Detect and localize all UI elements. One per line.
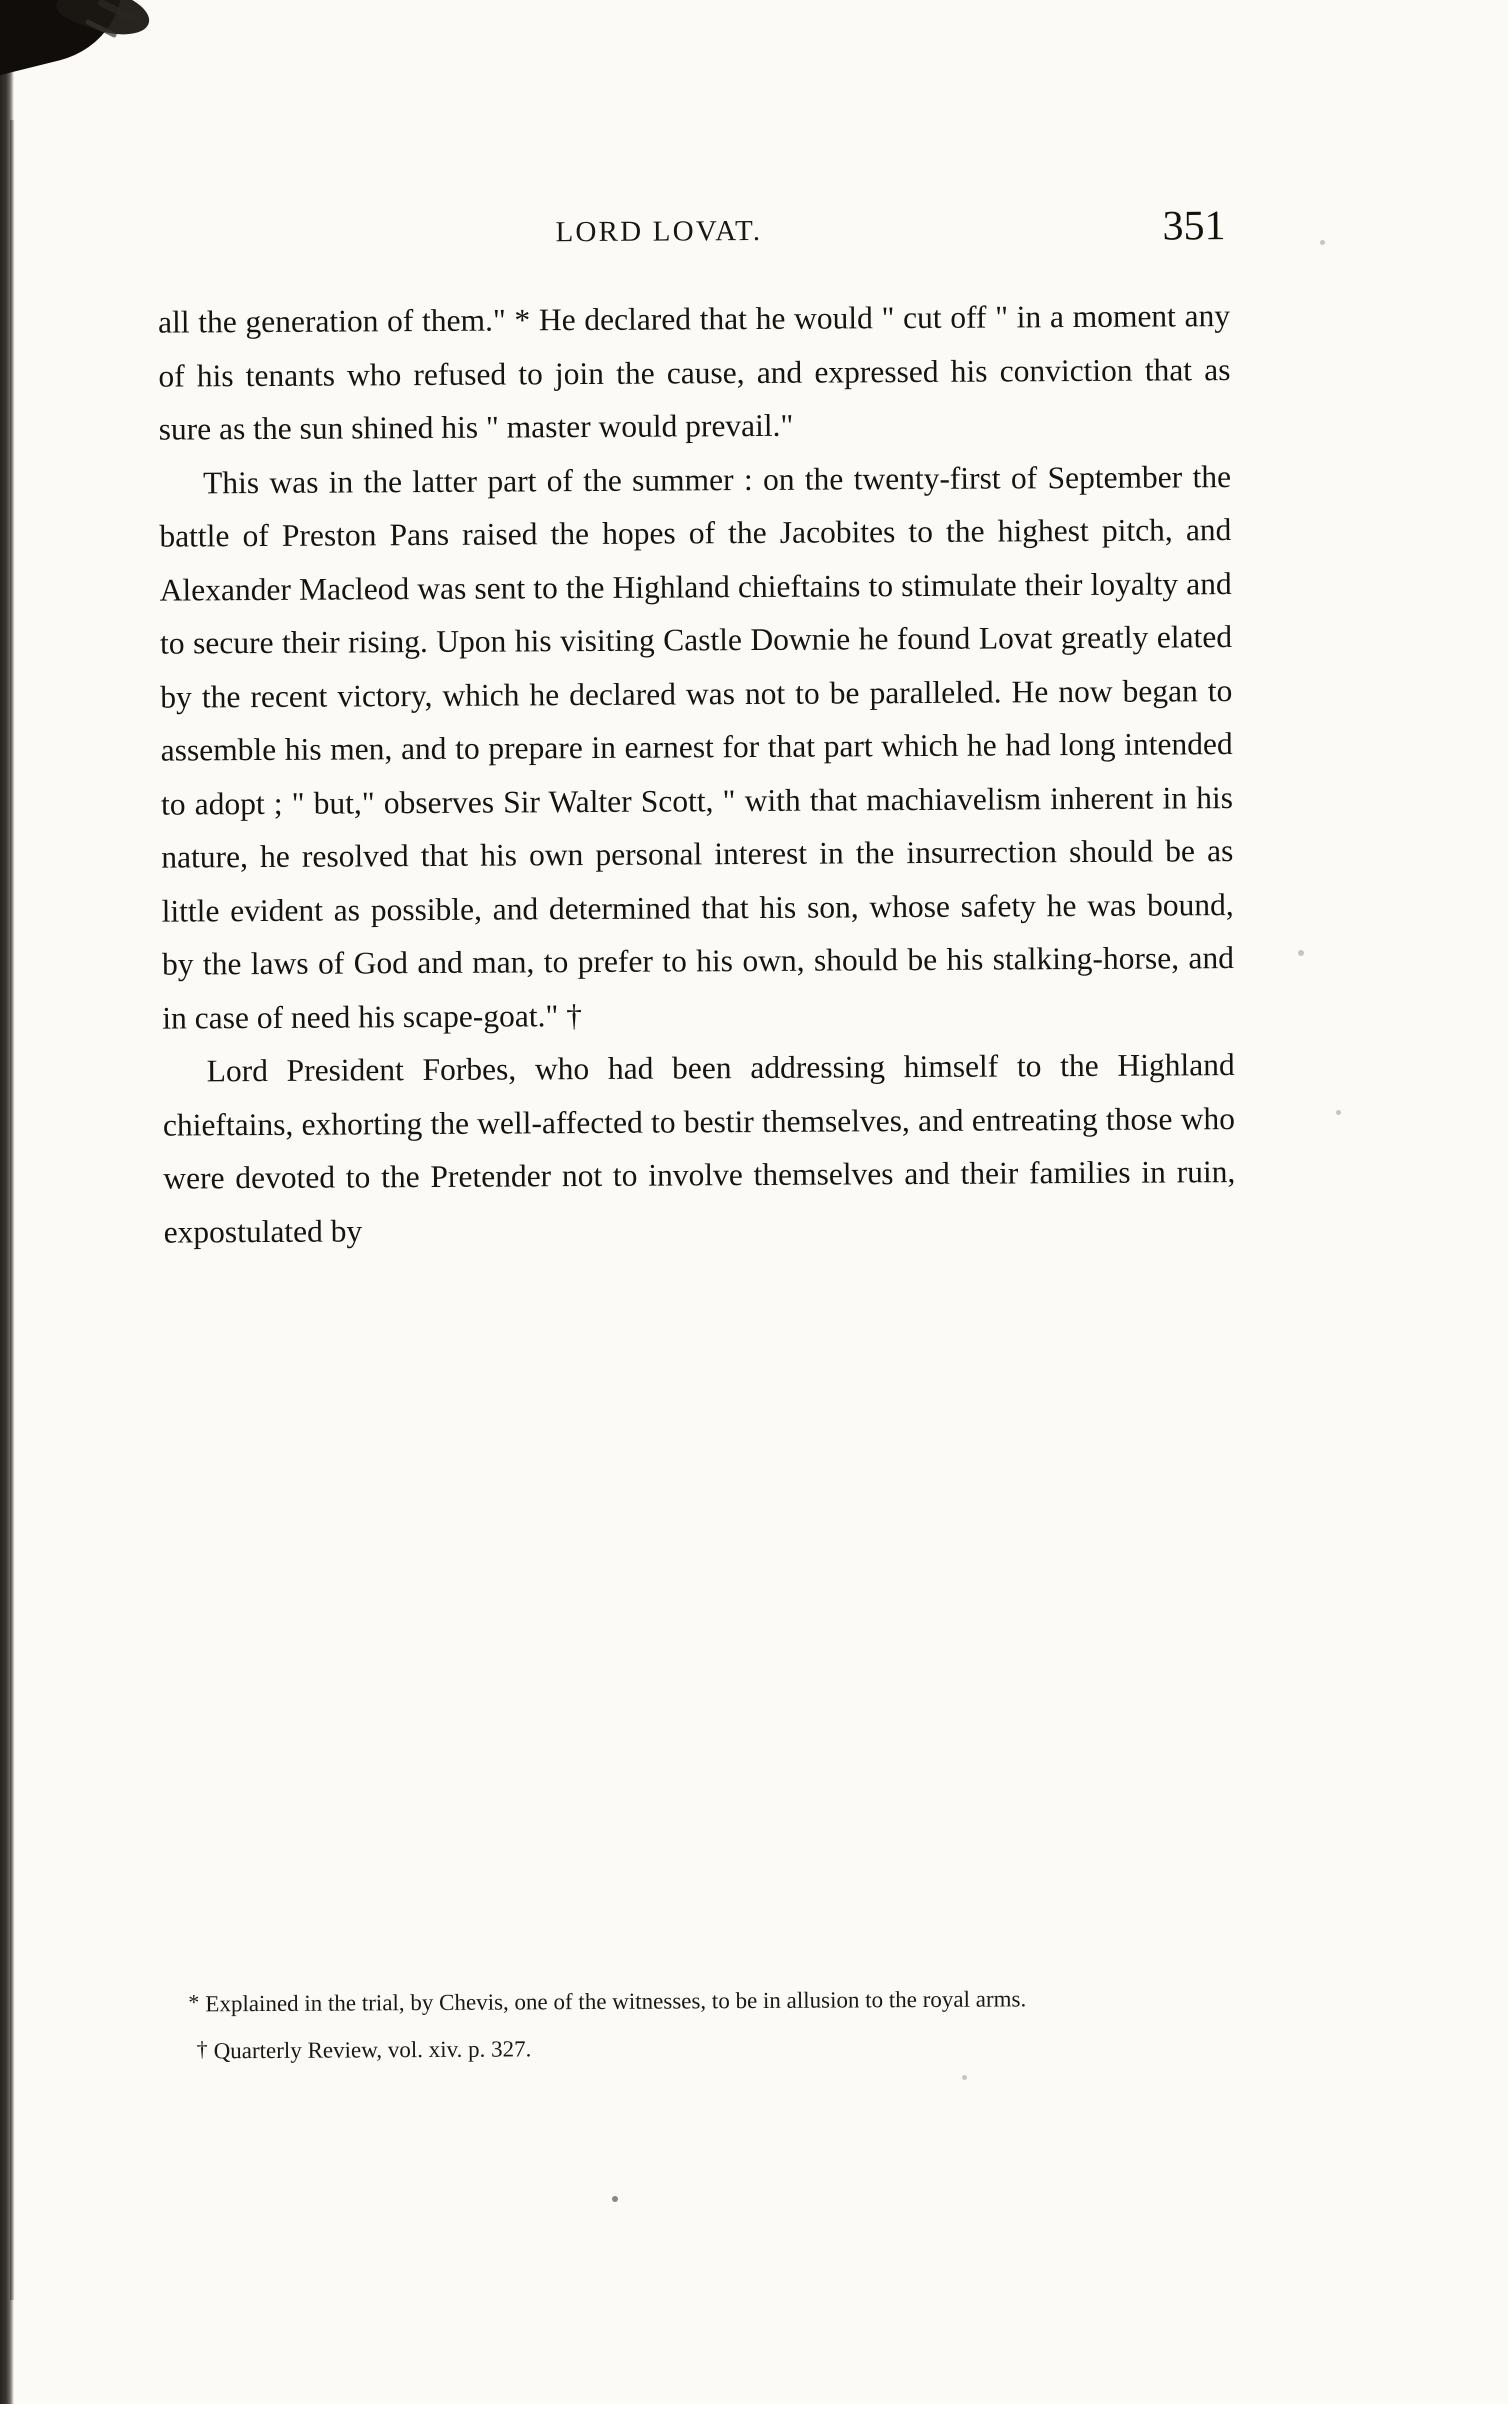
footnote-marker: * [188, 1989, 200, 2015]
footnote-marker: † [196, 2036, 208, 2062]
scan-edge-shadow [10, 120, 15, 2300]
footnote-item [156, 1977, 1246, 2023]
paper-speck [1336, 1110, 1341, 1115]
footnote-text: Quarterly Review, vol. xiv. p. 327. [213, 2036, 532, 2064]
body-text [158, 289, 1236, 1259]
footnotes [156, 1977, 1247, 2070]
paragraph: This was in the latter part of the summer : on the twenty-first of September the battle of Preston Pans raised the hopes of the Jacobites to the highest pitch, and Alexander Macleod was sent to the Highland chieftains to stimulate their loyalty and to secure their rising. Upon his visiting Castle Downie he found Lovat greatly elated by the recent victory, which he declared was not to be paralleled. He now began to assemble his men, and to prepare in earnest for that part which he had long intended to adopt ; " but," observes Sir Walter Scott, " with that machiavelism inherent in his nature, he resolved that his own personal interest in the insurrection should be as little evident as possible, and determined that his son, whose safety he was bound, by the laws of God and man, to prefer to his own, should be his stalking-horse, and in case of need his scape-goat." † [159, 458, 1235, 1036]
paper-speck [1320, 240, 1325, 245]
footnote-item [157, 2024, 1247, 2070]
footnote-text: Explained in the trial, by Chevis, one of the witnesses, to be in allusion to the royal arms. [205, 1986, 1027, 2017]
paragraph: all the generation of them." * He declared that he would " cut off " in a moment any of his tenants who refused to join the cause, and expressed his conviction that as sure as the sun shined his " master would prevail." [157, 298, 1231, 447]
page-title: LORD LOVAT. [555, 214, 763, 249]
paragraph: Lord President Forbes, who had been addressing himself to the Highland chieftains, exhorting the well-affected to bestir themselves, and entreating those who were devoted to the Pretender not to involve themselves and their families in ruin, expostulated by [162, 1047, 1236, 1250]
page-number: 351 [1162, 203, 1226, 250]
paper-speck [962, 2075, 967, 2080]
paper-speck [612, 2196, 618, 2202]
paper-speck [1298, 950, 1304, 956]
scan-corner-artifact [0, 0, 200, 110]
running-head [155, 203, 1226, 265]
